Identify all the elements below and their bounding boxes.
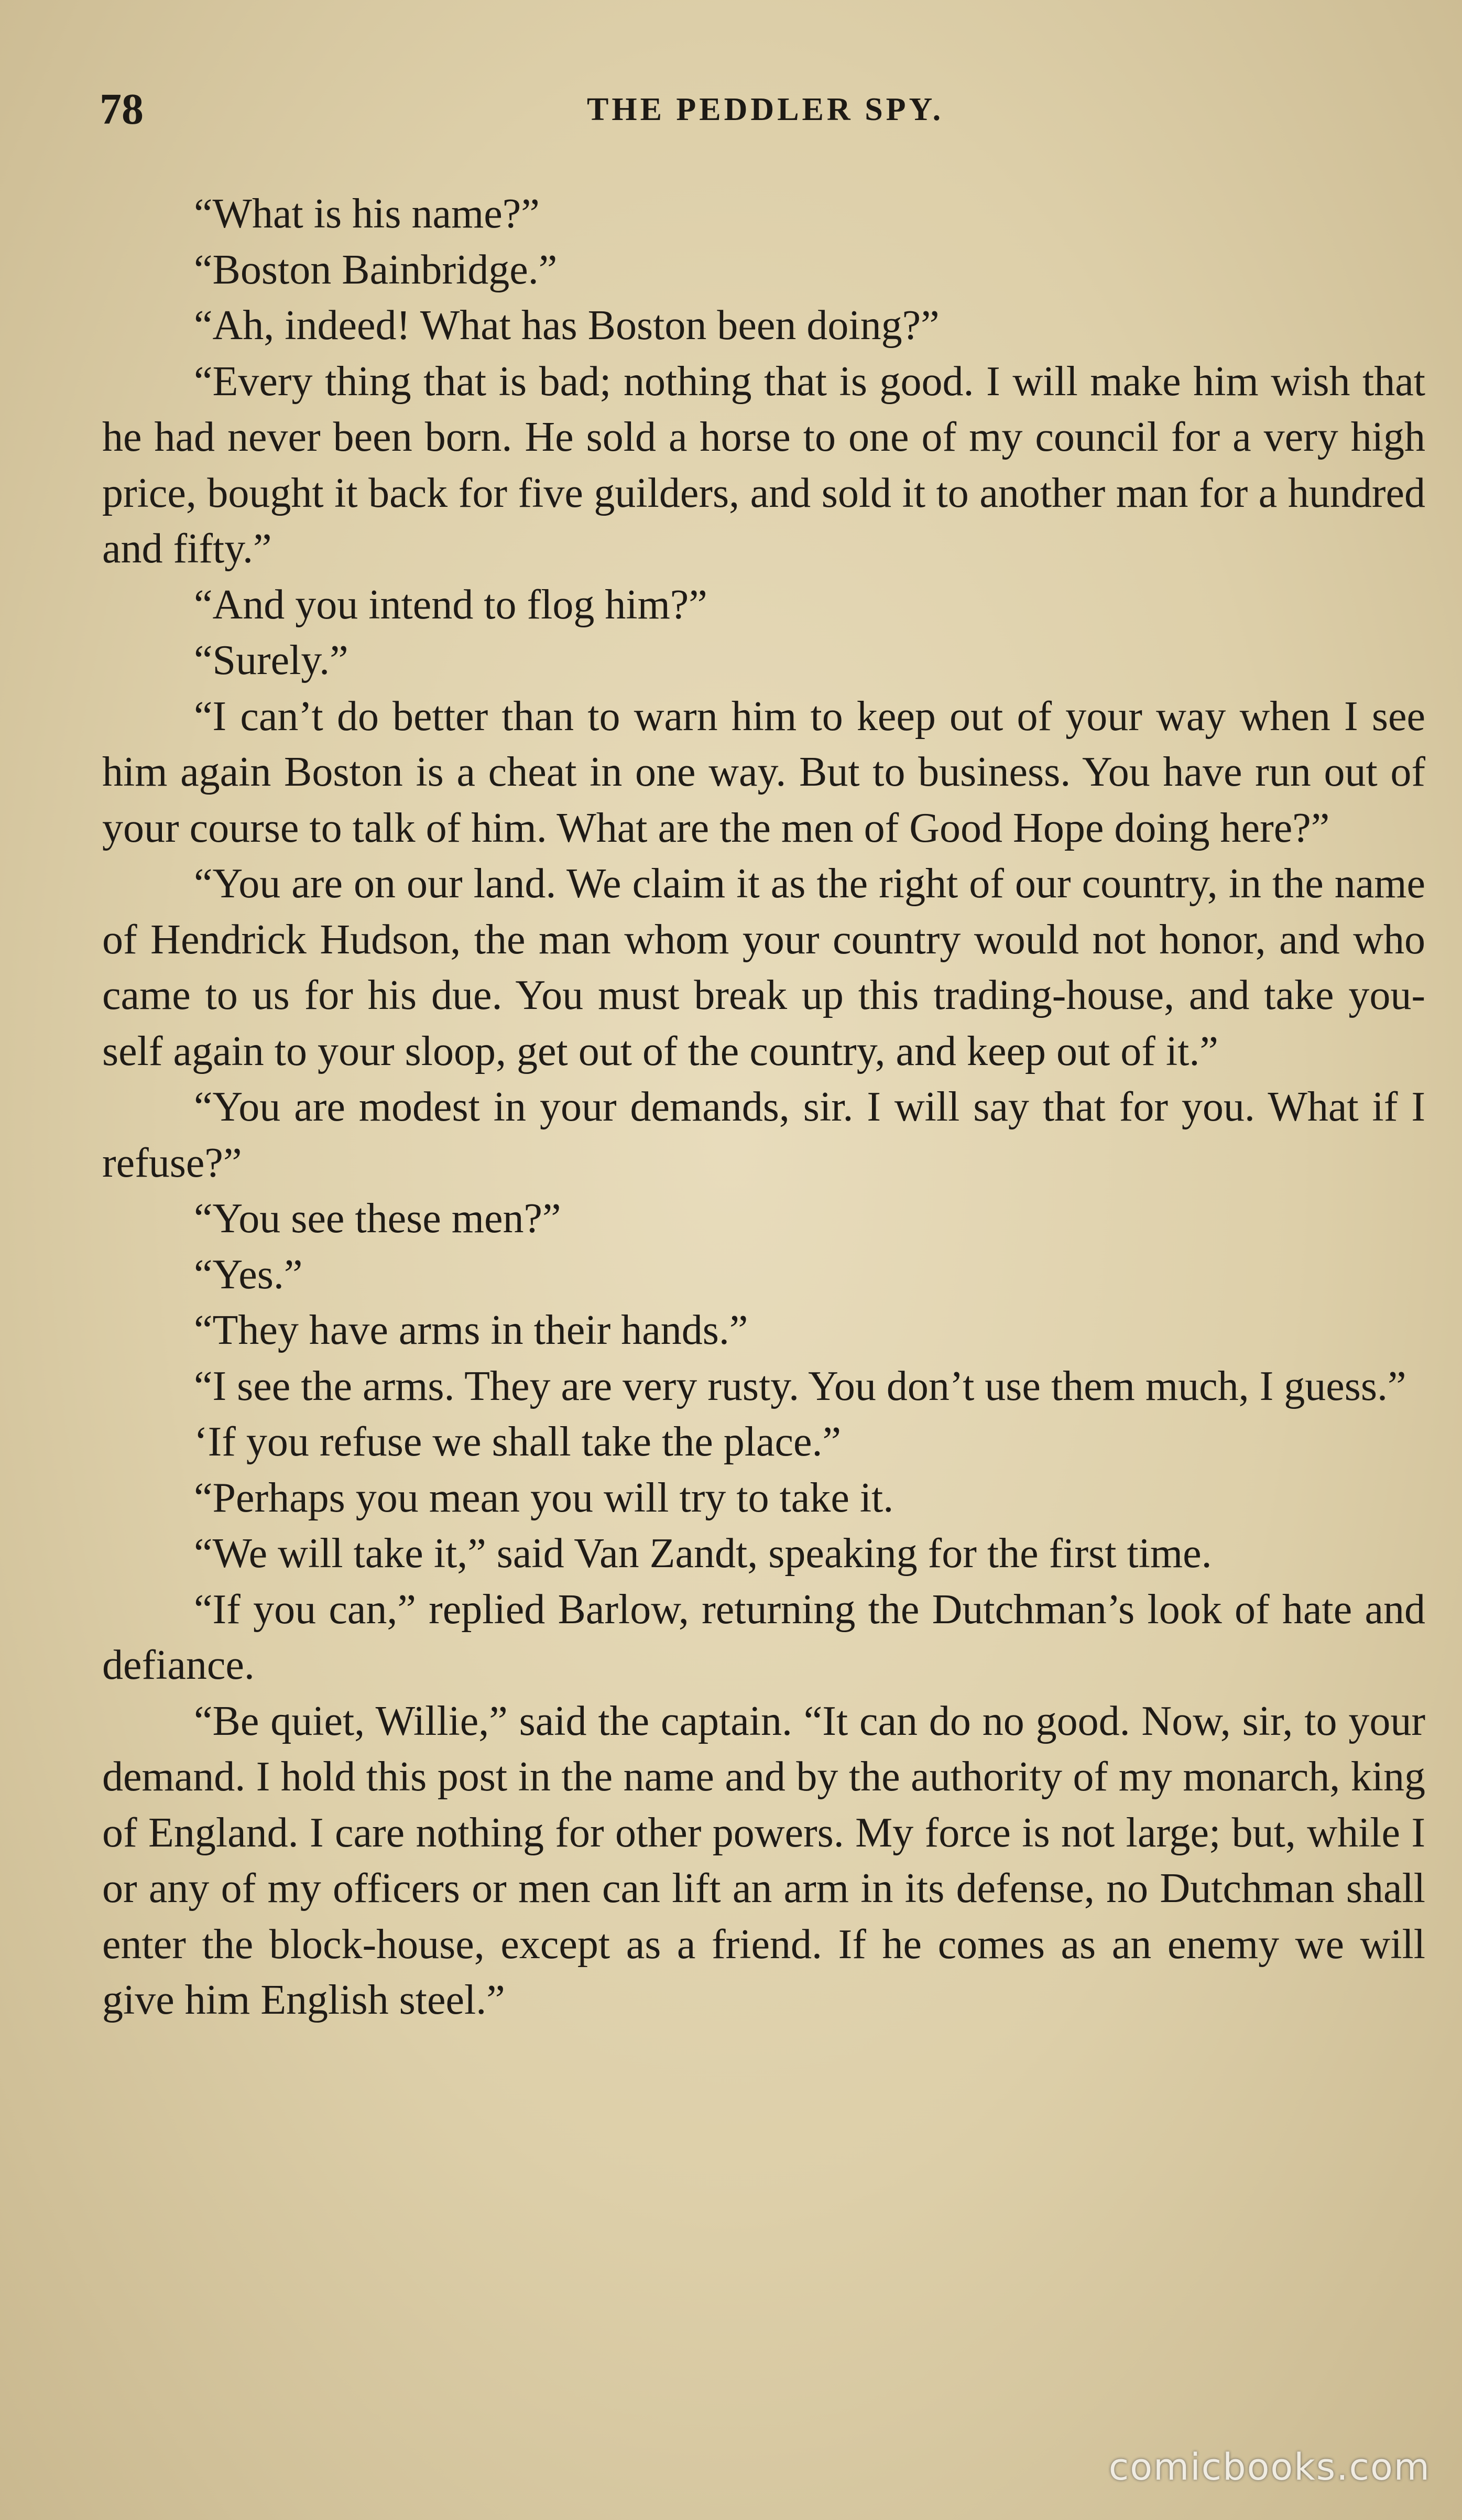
paragraph: “We will take it,” said Van Zandt, speaking for the first time. [194, 1530, 1212, 1577]
watermark: comicbooks.com [1108, 2446, 1431, 2489]
running-title: THE PEDDLER SPY. [587, 92, 944, 127]
body-text [102, 186, 1425, 2028]
paragraph: “Boston Bainbridge.” [194, 246, 558, 293]
paragraph: “Surely.” [194, 637, 348, 683]
paragraph: ‘If you refuse we shall take the place.” [194, 1419, 841, 1465]
page-header [100, 84, 1431, 142]
paragraph: “You are on our land. We claim it as the right of our country, in the name of Hendrick Hudson, the man whom your country would not honor, and who came to us for his due. You must break up this trading-house, and take you-self again to your sloop, get out of the country, and keep out of it.” [102, 861, 1425, 1074]
paragraph: “Perhaps you mean you will try to take it. [194, 1474, 894, 1521]
paragraph: “You are modest in your demands, sir. I will say that for you. What if I refuse?” [102, 1084, 1425, 1186]
paragraph: “And you intend to flog him?” [194, 581, 707, 628]
page-number: 78 [100, 85, 144, 134]
paragraph: “If you can,” replied Barlow, returning the Dutchman’s look of hate and defiance. [102, 1586, 1425, 1688]
paragraph: “Be quiet, Willie,” said the captain. “It can do no good. Now, sir, to your demand. I hold this post in the name and by the authority of my monarch, king of England. I care nothing for other powers. My force is not large; but, while I or any of my officers or men can lift an arm in its defense, no Dutchman shall enter the block-house, except as a friend. If he comes as an enemy we will give him English steel.” [102, 1698, 1425, 2023]
paragraph: “I can’t do better than to warn him to keep out of your way when I see him again Boston is a cheat in one way. But to business. You have run out of your course to talk of him. What are the men of Good Hope doing here?” [102, 693, 1425, 851]
paragraph: “I see the arms. They are very rusty. You don’t use them much, I guess.” [194, 1363, 1406, 1409]
paragraph: “You see these men?” [194, 1196, 561, 1242]
paragraph: “They have arms in their hands.” [194, 1307, 748, 1353]
paragraph: “Ah, indeed! What has Boston been doing?” [194, 302, 940, 349]
paragraph: “Every thing that is bad; nothing that is good. I will make him wish that he had never been born. He sold a horse to one of my council for a very high price, bought it back for five guilders, and sold it to another man for a hundred and fifty.” [102, 358, 1425, 572]
paragraph: “What is his name?” [194, 191, 540, 237]
paragraph: “Yes.” [194, 1251, 303, 1298]
